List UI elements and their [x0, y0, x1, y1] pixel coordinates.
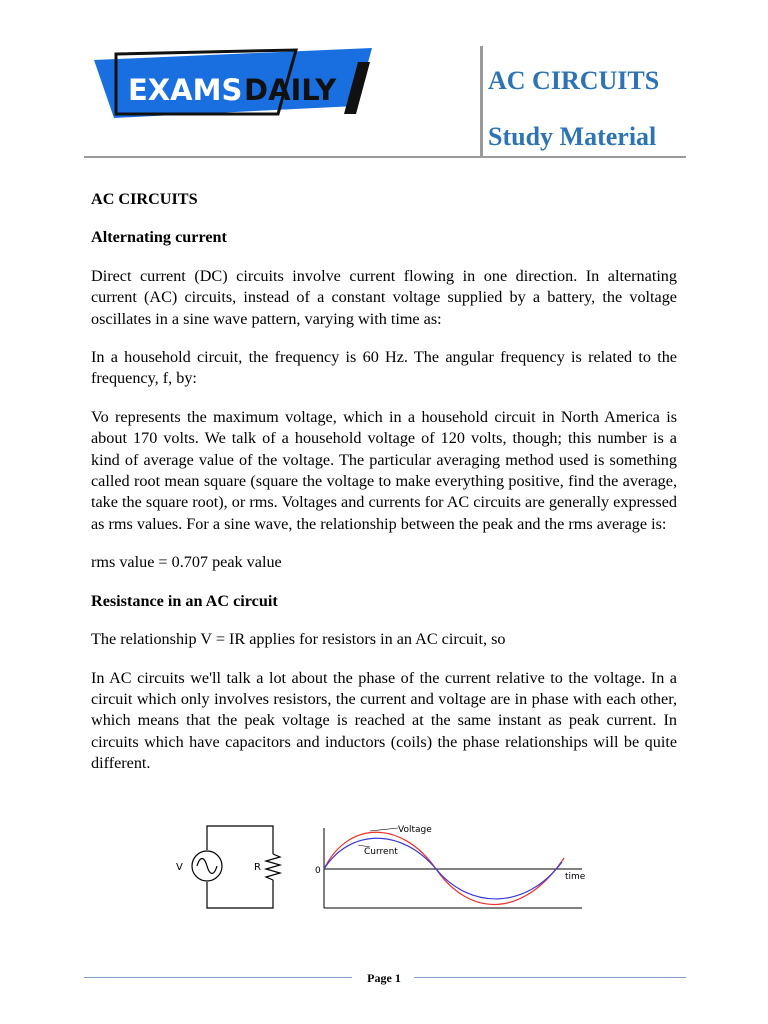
paragraph-frequency: In a household circuit, the frequency is 60 Hz. The angular frequency is related to the frequency, f, by: [91, 348, 677, 388]
resistor-circuit-diagram [192, 826, 280, 908]
voltage-label: Voltage [398, 825, 432, 835]
header-title: AC CIRCUITS [488, 66, 660, 95]
document-body [91, 189, 677, 775]
source-label: V [176, 862, 183, 873]
time-label: time [565, 872, 586, 882]
voltage-curve [324, 832, 564, 904]
paragraph-vir: The relationship V = IR applies for resistors in an AC circuit, so [91, 630, 506, 649]
exams-daily-logo [90, 48, 380, 120]
header-divider-horizontal [84, 156, 686, 158]
voltage-pointer [370, 828, 398, 831]
page-footer [84, 968, 686, 988]
section-title: AC CIRCUITS [91, 190, 198, 208]
footer-rule-right [414, 977, 686, 978]
subheading-alternating-current: Alternating current [91, 228, 227, 247]
resistor-label: R [254, 862, 261, 873]
paragraph-rms-formula: rms value = 0.707 peak value [91, 553, 282, 572]
ac-circuit-figure [170, 818, 590, 916]
footer-rule-left [84, 977, 352, 978]
paragraph-rms: Vo represents the maximum voltage, which in a household circuit in North America is about 170 volts. We talk of a household voltage of 120 volts, though; this number is a kind of average value of the voltage. The particular averaging method used is something called root mean square (square the voltage to make everything positive, find the average, take the square root), or rms. Voltages and currents for AC circuits are generally expressed as rms values. For a sine wave, the relationship between the peak and the rms average is: [91, 407, 677, 533]
header-subtitle: Study Material [488, 122, 657, 151]
paragraph-phase: In AC circuits we'll talk a lot about the phase of the current relative to the voltage. In a circuit which only involves resistors, the current and voltage are in phase with each other, which means that the peak voltage is reached at the same instant as peak current. In circuits which have capacitors and inductors (coils) the phase relationships will be quite different. [91, 668, 677, 773]
subheading-resistance: Resistance in an AC circuit [91, 591, 278, 610]
waveform-graph [315, 825, 586, 908]
current-label: Current [364, 847, 398, 857]
paragraph-dc-ac: Direct current (DC) circuits involve current flowing in one direction. In alternating current (AC) circuits, instead of a constant voltage supplied by a battery, the voltage oscillates in a sine wave pattern, varying with time as: [91, 266, 677, 328]
page-number: Page 1 [367, 971, 401, 985]
logo-word-daily: DAILY [244, 73, 337, 107]
resistor-icon [266, 854, 280, 880]
logo-word-exams: EXAMS [128, 73, 243, 107]
origin-label: 0 [315, 866, 321, 876]
header-divider-vertical [480, 46, 483, 158]
